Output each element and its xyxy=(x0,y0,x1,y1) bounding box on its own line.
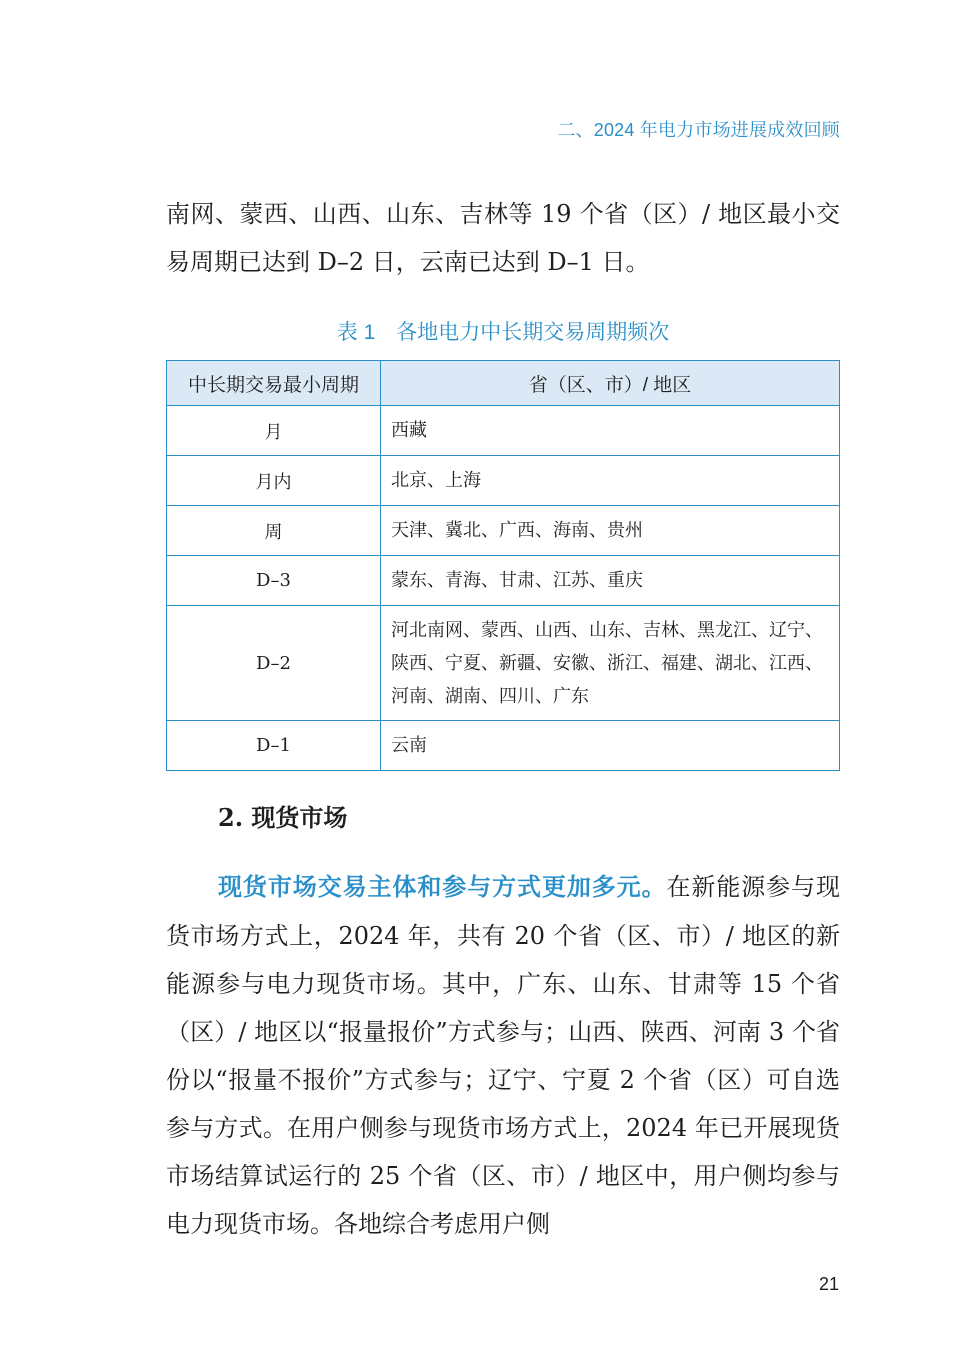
cycle-cell: 月内 xyxy=(167,456,381,506)
header-regions: 省（区、市）/ 地区 xyxy=(381,361,840,406)
table-row xyxy=(167,506,840,556)
table-row xyxy=(167,556,840,606)
table-row xyxy=(167,721,840,771)
regions-cell: 云南 xyxy=(381,721,840,771)
cycle-cell: 周 xyxy=(167,506,381,556)
table-caption: 表 1 各地电力中长期交易周期频次 xyxy=(336,321,670,344)
table-row xyxy=(167,606,840,721)
table-header-row xyxy=(167,361,840,406)
intro-paragraph: 南网、蒙西、山西、山东、吉林等 19 个省（区）/ 地区最小交易周期已达到 D–2 日，云南已达到 D–1 日。 xyxy=(166,200,840,276)
regions-cell: 北京、上海 xyxy=(381,456,840,506)
cycle-cell: D–3 xyxy=(167,556,381,606)
cycle-cell: D–1 xyxy=(167,721,381,771)
trading-cycle-table xyxy=(166,360,840,771)
regions-cell: 河北南网、蒙西、山西、山东、吉林、黑龙江、辽宁、陕西、宁夏、新疆、安徽、浙江、福建、湖北、江西、河南、湖南、四川、广东 xyxy=(381,606,840,721)
running-header: 二、2024 年电力市场进展成效回顾 xyxy=(557,120,840,140)
paragraph-body: 在新能源参与现货市场方式上，2024 年，共有 20 个省（区、市）/ 地区的新能源参与电力现货市场。其中，广东、山东、甘肃等 15 个省（区）/ 地区以“报量报价”方式参与；山西、陕西、河南 3 个省份以“报量不报价”方式参与；辽宁、宁夏 2 个省（区）可自选参与方式。在用户侧参与现货市场方式上，2024 年已开展现货市场结算试运行的 25 个省（区、市）/ 地区中，用户侧均参与电力现货市场。各地综合考虑用户侧 xyxy=(166,873,840,1238)
table-row xyxy=(167,406,840,456)
regions-cell: 蒙东、青海、甘肃、江苏、重庆 xyxy=(381,556,840,606)
section-heading: 2. 现货市场 xyxy=(218,803,348,832)
page-number: 21 xyxy=(818,1274,839,1294)
table-row xyxy=(167,456,840,506)
regions-cell: 西藏 xyxy=(381,406,840,456)
header-cycle: 中长期交易最小周期 xyxy=(167,361,381,406)
cycle-cell: 月 xyxy=(167,406,381,456)
spot-market-paragraph xyxy=(166,863,840,1248)
cycle-cell: D–2 xyxy=(167,606,381,721)
paragraph-lead: 现货市场交易主体和参与方式更加多元。 xyxy=(218,874,667,901)
regions-cell: 天津、冀北、广西、海南、贵州 xyxy=(381,506,840,556)
